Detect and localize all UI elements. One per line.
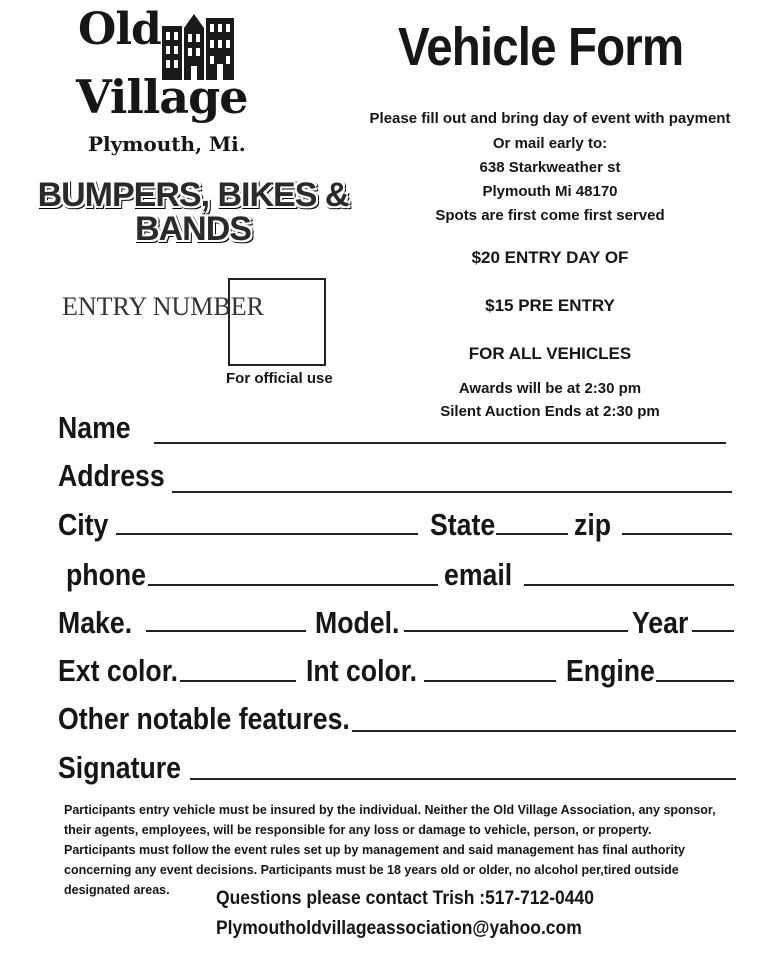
instruction-line: 638 Starkweather st [479,159,621,176]
awards-time: Awards will be at 2:30 pm [458,380,642,397]
disclaimer-text: Participants entry vehicle must be insured by the individual. Neither the Old Village Association, any sponsor, their agents, employees, will be responsible for any loss or damage to vehicle, person, or property. Participants must follow the event rules set up by management and said management has final authority concerning any event decisions. Participants must be 18 years old or older, no alcohol per,tired outside designated areas. [64,803,716,897]
signature-field[interactable] [190,778,736,780]
price-pre-entry: $15 PRE ENTRY [485,296,615,315]
city-label: City [58,507,109,542]
auction-end-time: Silent Auction Ends at 2:30 pm [440,403,660,420]
engine-field[interactable] [656,680,734,682]
instruction-line: Please fill out and bring day of event with payment [369,110,731,127]
contact-phone: Questions please contact Trish :517-712-0440 [216,888,594,909]
zip-field[interactable] [622,533,732,535]
address-field[interactable] [172,491,732,493]
features-field[interactable] [352,730,736,732]
event-banner-line1: BUMPERS, BIKES & [37,176,349,214]
name-field[interactable] [154,442,726,444]
ext-color-label: Ext color. [58,653,179,688]
entry-number-box [228,278,326,366]
logo-village-text: Village [76,70,248,124]
state-field[interactable] [496,533,568,535]
model-label: Model. [315,605,400,640]
features-label: Other notable features. [58,701,350,736]
year-label: Year [632,605,689,640]
make-label: Make. [58,605,133,640]
make-field[interactable] [146,630,306,632]
instruction-line: Spots are first come first served [435,207,665,224]
email-field[interactable] [524,584,734,586]
state-label: State [430,507,496,542]
event-banner-line2: BANDS [135,210,251,248]
instruction-line: Or mail early to: [492,135,608,152]
model-field[interactable] [404,630,628,632]
ext-color-field[interactable] [180,680,296,682]
int-color-field[interactable] [424,680,556,682]
zip-label: zip [574,507,612,542]
email-label: email [444,557,513,592]
event-banner [18,178,368,246]
signature-label: Signature [58,750,181,785]
entry-number-label: ENTRY NUMBER [62,292,264,321]
year-field[interactable] [692,630,734,632]
instruction-line: Plymouth Mi 48170 [482,183,618,200]
contact-email: Plymoutholdvillageassociation@yahoo.com [216,918,582,939]
phone-field[interactable] [148,584,438,586]
city-field[interactable] [116,533,418,535]
page-title: Vehicle Form [398,17,684,77]
logo-old-text: Old [78,4,161,55]
price-day-of: $20 ENTRY DAY OF [471,248,629,267]
official-use-note: For official use [226,370,333,387]
price-scope: FOR ALL VEHICLES [468,344,632,363]
logo-location-text: Plymouth, Mi. [88,132,246,156]
int-color-label: Int color. [306,653,418,688]
phone-label: phone [66,557,146,592]
name-label: Name [58,410,131,445]
address-label: Address [58,458,165,493]
engine-label: Engine [566,653,655,688]
